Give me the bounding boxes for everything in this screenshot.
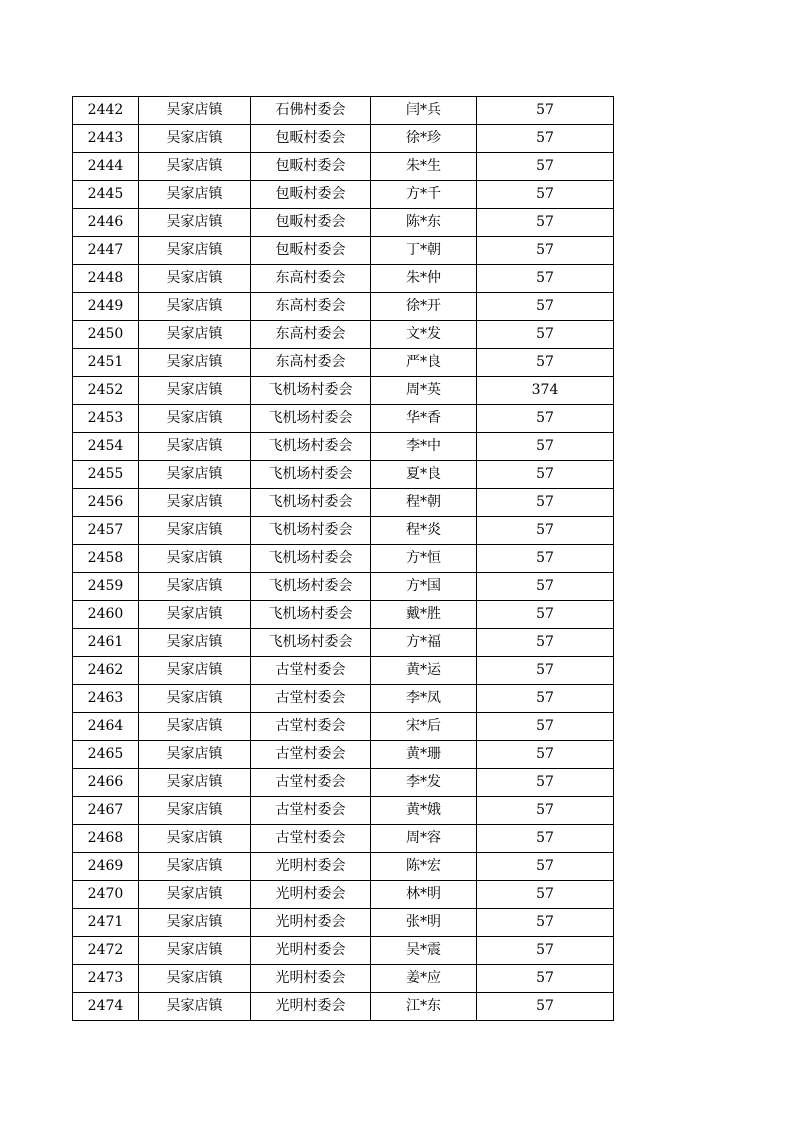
town-cell: 吴家店镇 [139, 629, 251, 657]
town-cell: 吴家店镇 [139, 237, 251, 265]
table-row [73, 545, 614, 573]
amount-cell: 57 [477, 797, 614, 825]
village-committee-cell: 飞机场村委会 [251, 545, 371, 573]
amount-cell: 57 [477, 461, 614, 489]
town-cell: 吴家店镇 [139, 545, 251, 573]
village-committee-cell: 古堂村委会 [251, 713, 371, 741]
row-number-cell: 2472 [73, 937, 139, 965]
row-number-cell: 2469 [73, 853, 139, 881]
table-row [73, 993, 614, 1021]
town-cell: 吴家店镇 [139, 125, 251, 153]
village-committee-cell: 光明村委会 [251, 937, 371, 965]
village-committee-cell: 飞机场村委会 [251, 573, 371, 601]
table-row [73, 153, 614, 181]
town-cell: 吴家店镇 [139, 769, 251, 797]
town-cell: 吴家店镇 [139, 937, 251, 965]
row-number-cell: 2457 [73, 517, 139, 545]
row-number-cell: 2474 [73, 993, 139, 1021]
village-committee-cell: 古堂村委会 [251, 797, 371, 825]
amount-cell: 57 [477, 97, 614, 125]
table-row [73, 769, 614, 797]
row-number-cell: 2456 [73, 489, 139, 517]
table-row [73, 601, 614, 629]
name-cell: 黄*珊 [371, 741, 477, 769]
town-cell: 吴家店镇 [139, 797, 251, 825]
town-cell: 吴家店镇 [139, 181, 251, 209]
name-cell: 宋*后 [371, 713, 477, 741]
name-cell: 李*发 [371, 769, 477, 797]
amount-cell: 57 [477, 209, 614, 237]
village-committee-cell: 包畈村委会 [251, 153, 371, 181]
village-committee-cell: 古堂村委会 [251, 769, 371, 797]
amount-cell: 57 [477, 965, 614, 993]
town-cell: 吴家店镇 [139, 153, 251, 181]
amount-cell: 57 [477, 713, 614, 741]
row-number-cell: 2454 [73, 433, 139, 461]
town-cell: 吴家店镇 [139, 377, 251, 405]
town-cell: 吴家店镇 [139, 741, 251, 769]
row-number-cell: 2451 [73, 349, 139, 377]
row-number-cell: 2446 [73, 209, 139, 237]
amount-cell: 57 [477, 853, 614, 881]
village-committee-cell: 飞机场村委会 [251, 377, 371, 405]
town-cell: 吴家店镇 [139, 265, 251, 293]
name-cell: 方*恒 [371, 545, 477, 573]
table-row [73, 909, 614, 937]
table-row [73, 125, 614, 153]
row-number-cell: 2473 [73, 965, 139, 993]
amount-cell: 57 [477, 769, 614, 797]
village-committee-cell: 石佛村委会 [251, 97, 371, 125]
table-row [73, 489, 614, 517]
amount-cell: 57 [477, 685, 614, 713]
table-row [73, 97, 614, 125]
row-number-cell: 2458 [73, 545, 139, 573]
name-cell: 朱*仲 [371, 265, 477, 293]
village-committee-cell: 光明村委会 [251, 965, 371, 993]
table-row [73, 349, 614, 377]
name-cell: 程*炎 [371, 517, 477, 545]
name-cell: 文*发 [371, 321, 477, 349]
row-number-cell: 2449 [73, 293, 139, 321]
town-cell: 吴家店镇 [139, 209, 251, 237]
amount-cell: 57 [477, 321, 614, 349]
name-cell: 闫*兵 [371, 97, 477, 125]
table-row [73, 853, 614, 881]
data-table [72, 96, 614, 1021]
row-number-cell: 2467 [73, 797, 139, 825]
name-cell: 徐*珍 [371, 125, 477, 153]
town-cell: 吴家店镇 [139, 97, 251, 125]
row-number-cell: 2468 [73, 825, 139, 853]
row-number-cell: 2445 [73, 181, 139, 209]
table-row [73, 741, 614, 769]
village-committee-cell: 古堂村委会 [251, 825, 371, 853]
amount-cell: 57 [477, 601, 614, 629]
row-number-cell: 2452 [73, 377, 139, 405]
village-committee-cell: 飞机场村委会 [251, 601, 371, 629]
amount-cell: 57 [477, 909, 614, 937]
table-row [73, 517, 614, 545]
amount-cell: 57 [477, 657, 614, 685]
amount-cell: 57 [477, 181, 614, 209]
town-cell: 吴家店镇 [139, 825, 251, 853]
town-cell: 吴家店镇 [139, 461, 251, 489]
amount-cell: 57 [477, 153, 614, 181]
name-cell: 程*朝 [371, 489, 477, 517]
name-cell: 林*明 [371, 881, 477, 909]
table-row [73, 293, 614, 321]
name-cell: 周*容 [371, 825, 477, 853]
table-row [73, 181, 614, 209]
village-committee-cell: 东高村委会 [251, 265, 371, 293]
town-cell: 吴家店镇 [139, 573, 251, 601]
name-cell: 方*国 [371, 573, 477, 601]
village-committee-cell: 光明村委会 [251, 909, 371, 937]
amount-cell: 57 [477, 433, 614, 461]
village-committee-cell: 古堂村委会 [251, 741, 371, 769]
town-cell: 吴家店镇 [139, 909, 251, 937]
table-row [73, 433, 614, 461]
town-cell: 吴家店镇 [139, 349, 251, 377]
name-cell: 张*明 [371, 909, 477, 937]
village-committee-cell: 东高村委会 [251, 293, 371, 321]
village-committee-cell: 光明村委会 [251, 881, 371, 909]
amount-cell: 57 [477, 237, 614, 265]
amount-cell: 57 [477, 489, 614, 517]
town-cell: 吴家店镇 [139, 321, 251, 349]
table-row [73, 237, 614, 265]
amount-cell: 57 [477, 293, 614, 321]
village-committee-cell: 包畈村委会 [251, 209, 371, 237]
row-number-cell: 2459 [73, 573, 139, 601]
name-cell: 朱*生 [371, 153, 477, 181]
name-cell: 严*良 [371, 349, 477, 377]
row-number-cell: 2450 [73, 321, 139, 349]
table-row [73, 657, 614, 685]
name-cell: 陈*宏 [371, 853, 477, 881]
village-committee-cell: 东高村委会 [251, 321, 371, 349]
row-number-cell: 2447 [73, 237, 139, 265]
name-cell: 黄*运 [371, 657, 477, 685]
row-number-cell: 2471 [73, 909, 139, 937]
town-cell: 吴家店镇 [139, 433, 251, 461]
village-committee-cell: 飞机场村委会 [251, 517, 371, 545]
name-cell: 李*凤 [371, 685, 477, 713]
row-number-cell: 2460 [73, 601, 139, 629]
name-cell: 周*英 [371, 377, 477, 405]
table-row [73, 881, 614, 909]
amount-cell: 57 [477, 545, 614, 573]
table-row [73, 377, 614, 405]
village-committee-cell: 东高村委会 [251, 349, 371, 377]
amount-cell: 374 [477, 377, 614, 405]
town-cell: 吴家店镇 [139, 405, 251, 433]
table-row [73, 825, 614, 853]
amount-cell: 57 [477, 825, 614, 853]
town-cell: 吴家店镇 [139, 489, 251, 517]
village-committee-cell: 包畈村委会 [251, 181, 371, 209]
village-committee-cell: 包畈村委会 [251, 237, 371, 265]
table-row [73, 209, 614, 237]
village-committee-cell: 飞机场村委会 [251, 433, 371, 461]
town-cell: 吴家店镇 [139, 685, 251, 713]
town-cell: 吴家店镇 [139, 965, 251, 993]
table-row [73, 797, 614, 825]
amount-cell: 57 [477, 573, 614, 601]
row-number-cell: 2444 [73, 153, 139, 181]
table-row [73, 405, 614, 433]
village-committee-cell: 包畈村委会 [251, 125, 371, 153]
amount-cell: 57 [477, 881, 614, 909]
table-row [73, 713, 614, 741]
row-number-cell: 2462 [73, 657, 139, 685]
name-cell: 姜*应 [371, 965, 477, 993]
town-cell: 吴家店镇 [139, 601, 251, 629]
amount-cell: 57 [477, 405, 614, 433]
village-committee-cell: 古堂村委会 [251, 685, 371, 713]
row-number-cell: 2470 [73, 881, 139, 909]
amount-cell: 57 [477, 125, 614, 153]
row-number-cell: 2461 [73, 629, 139, 657]
village-committee-cell: 飞机场村委会 [251, 461, 371, 489]
table-row [73, 965, 614, 993]
name-cell: 华*香 [371, 405, 477, 433]
row-number-cell: 2455 [73, 461, 139, 489]
name-cell: 戴*胜 [371, 601, 477, 629]
table-row [73, 573, 614, 601]
town-cell: 吴家店镇 [139, 657, 251, 685]
table-row [73, 461, 614, 489]
village-committee-cell: 光明村委会 [251, 853, 371, 881]
row-number-cell: 2463 [73, 685, 139, 713]
amount-cell: 57 [477, 993, 614, 1021]
amount-cell: 57 [477, 741, 614, 769]
row-number-cell: 2465 [73, 741, 139, 769]
name-cell: 江*东 [371, 993, 477, 1021]
amount-cell: 57 [477, 265, 614, 293]
amount-cell: 57 [477, 349, 614, 377]
table-row [73, 629, 614, 657]
name-cell: 丁*朝 [371, 237, 477, 265]
row-number-cell: 2443 [73, 125, 139, 153]
name-cell: 方*千 [371, 181, 477, 209]
name-cell: 黄*娥 [371, 797, 477, 825]
village-committee-cell: 飞机场村委会 [251, 489, 371, 517]
village-committee-cell: 光明村委会 [251, 993, 371, 1021]
row-number-cell: 2448 [73, 265, 139, 293]
table-body [73, 97, 614, 1021]
amount-cell: 57 [477, 517, 614, 545]
town-cell: 吴家店镇 [139, 993, 251, 1021]
village-committee-cell: 飞机场村委会 [251, 405, 371, 433]
village-committee-cell: 飞机场村委会 [251, 629, 371, 657]
table-row [73, 685, 614, 713]
town-cell: 吴家店镇 [139, 293, 251, 321]
table-row [73, 265, 614, 293]
name-cell: 陈*东 [371, 209, 477, 237]
table-row [73, 937, 614, 965]
town-cell: 吴家店镇 [139, 517, 251, 545]
name-cell: 李*中 [371, 433, 477, 461]
town-cell: 吴家店镇 [139, 853, 251, 881]
amount-cell: 57 [477, 629, 614, 657]
town-cell: 吴家店镇 [139, 881, 251, 909]
row-number-cell: 2466 [73, 769, 139, 797]
row-number-cell: 2442 [73, 97, 139, 125]
amount-cell: 57 [477, 937, 614, 965]
name-cell: 方*福 [371, 629, 477, 657]
town-cell: 吴家店镇 [139, 713, 251, 741]
name-cell: 夏*良 [371, 461, 477, 489]
village-committee-cell: 古堂村委会 [251, 657, 371, 685]
name-cell: 徐*开 [371, 293, 477, 321]
row-number-cell: 2453 [73, 405, 139, 433]
table-row [73, 321, 614, 349]
name-cell: 吴*震 [371, 937, 477, 965]
row-number-cell: 2464 [73, 713, 139, 741]
